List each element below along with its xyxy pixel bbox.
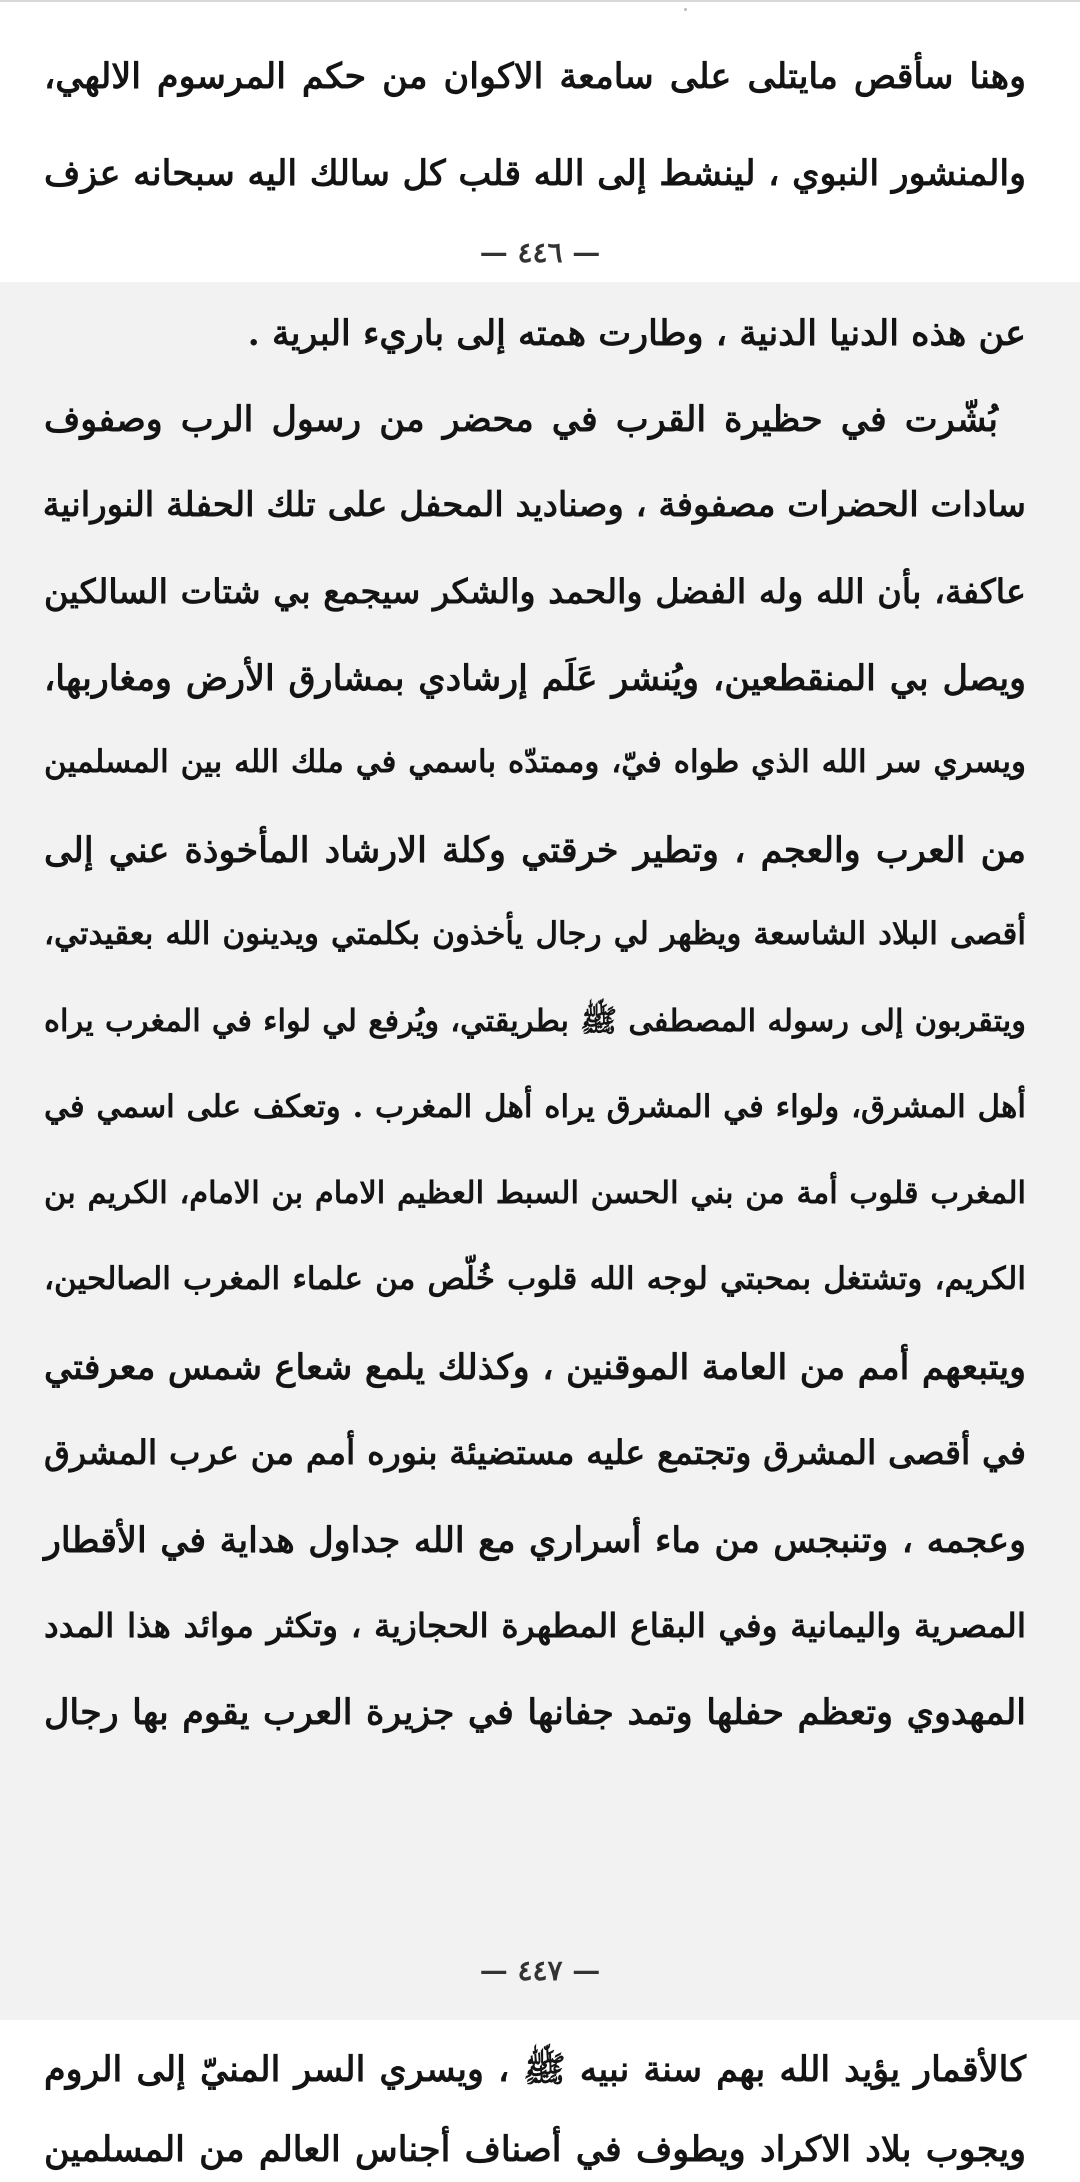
scan-speck <box>684 8 687 11</box>
text-line: والمنشور النبوي ، لينشط إلى الله قلب كل سالك اليه سبحانه عزف <box>44 153 1026 194</box>
text-line: المهدوي وتعظم حفلها وتمد جفانها في جزيرة العرب يقوم بها رجال <box>44 1692 1026 1733</box>
text-line: سادات الحضرات مصفوفة ، وصناديد المحفل على تلك الحفلة النورانية <box>42 485 1026 526</box>
top-border <box>0 0 1080 2</box>
text-line: المصرية واليمانية وفي البقاع المطهرة الحجازية ، وتكثر موائد هذا المدد <box>44 1605 1026 1645</box>
text-line: عاكفة، بأن الله وله الفضل والحمد والشكر سيجمع بي شتات السالكين <box>44 571 1026 611</box>
text-line: من العرب والعجم ، وتطير خرقتي وكلة الارشاد المأخوذة عني إلى <box>44 830 1026 872</box>
page-number: — ٤٤٦ — <box>479 236 601 269</box>
text-line: بُشّرت في حظيرة القرب في محضر من رسول الرب وصفوف <box>44 399 998 441</box>
text-line: كالأقمار يؤيد الله بهم سنة نبيه ﷺ ، ويسري السر المنيّ إلى الروم <box>44 2049 1026 2090</box>
page-bottom-fragment <box>0 2020 1080 2182</box>
text-line: عن هذه الدنيا الدنية ، وطارت همته إلى باريء البرية . <box>247 313 1026 354</box>
text-line: المغرب قلوب أمة من بني الحسن السبط العظيم الامام بن الامام، الكريم بن <box>44 1174 1026 1211</box>
text-block <box>44 2020 1026 2182</box>
text-line: ويسري سر الله الذي طواه فيّ، وممتدّه باسمي في ملك الله بين المسلمين <box>44 743 1026 780</box>
text-line: وهنا سأقص مايتلى على سامعة الاكوان من حكم المرسوم الالهي، <box>44 56 1026 97</box>
page-number: — ٤٤٧ — <box>479 1954 601 1987</box>
text-line: أهل المشرق، ولواء في المشرق يراه أهل المغرب . وتعكف على اسمي في <box>44 1088 1026 1125</box>
text-line: في أقصى المشرق وتجتمع عليه مستضيئة بنوره أمم من عرب المشرق <box>44 1433 1026 1473</box>
text-line: وعجمه ، وتنبجس من ماء أسراري مع الله جداول هداية في الأقطار <box>44 1519 1026 1561</box>
text-block <box>44 282 1026 1777</box>
text-block <box>44 0 1026 249</box>
text-line: الكريم، وتشتغل بمحبتي لوجه الله قلوب خُلّص من علماء المغرب الصالحين، <box>44 1261 1026 1298</box>
text-line: ويتبعهم أمم من العامة الموقنين ، وكذلك يلمع شعاع شمس معرفتي <box>44 1347 1026 1389</box>
page-middle <box>0 282 1080 2020</box>
text-line: ويصل بي المنقطعين، ويُنشر عَلَم إرشادي بمشارق الأرض ومغاربها، <box>44 657 1026 699</box>
text-line: أقصى البلاد الشاسعة ويظهر لي رجال يأخذون بكلمتي ويدينون الله بعقيدتي، <box>44 916 1026 953</box>
page-top-fragment <box>0 0 1080 282</box>
text-line: ويتقربون إلى رسوله المصطفى ﷺ بطريقتي، ويُرفع لي لواء في المغرب يراه <box>44 1002 1026 1039</box>
text-line: ويجوب بلاد الاكراد ويطوف في أصناف أجناس العالم من المسلمين <box>44 2129 1026 2170</box>
